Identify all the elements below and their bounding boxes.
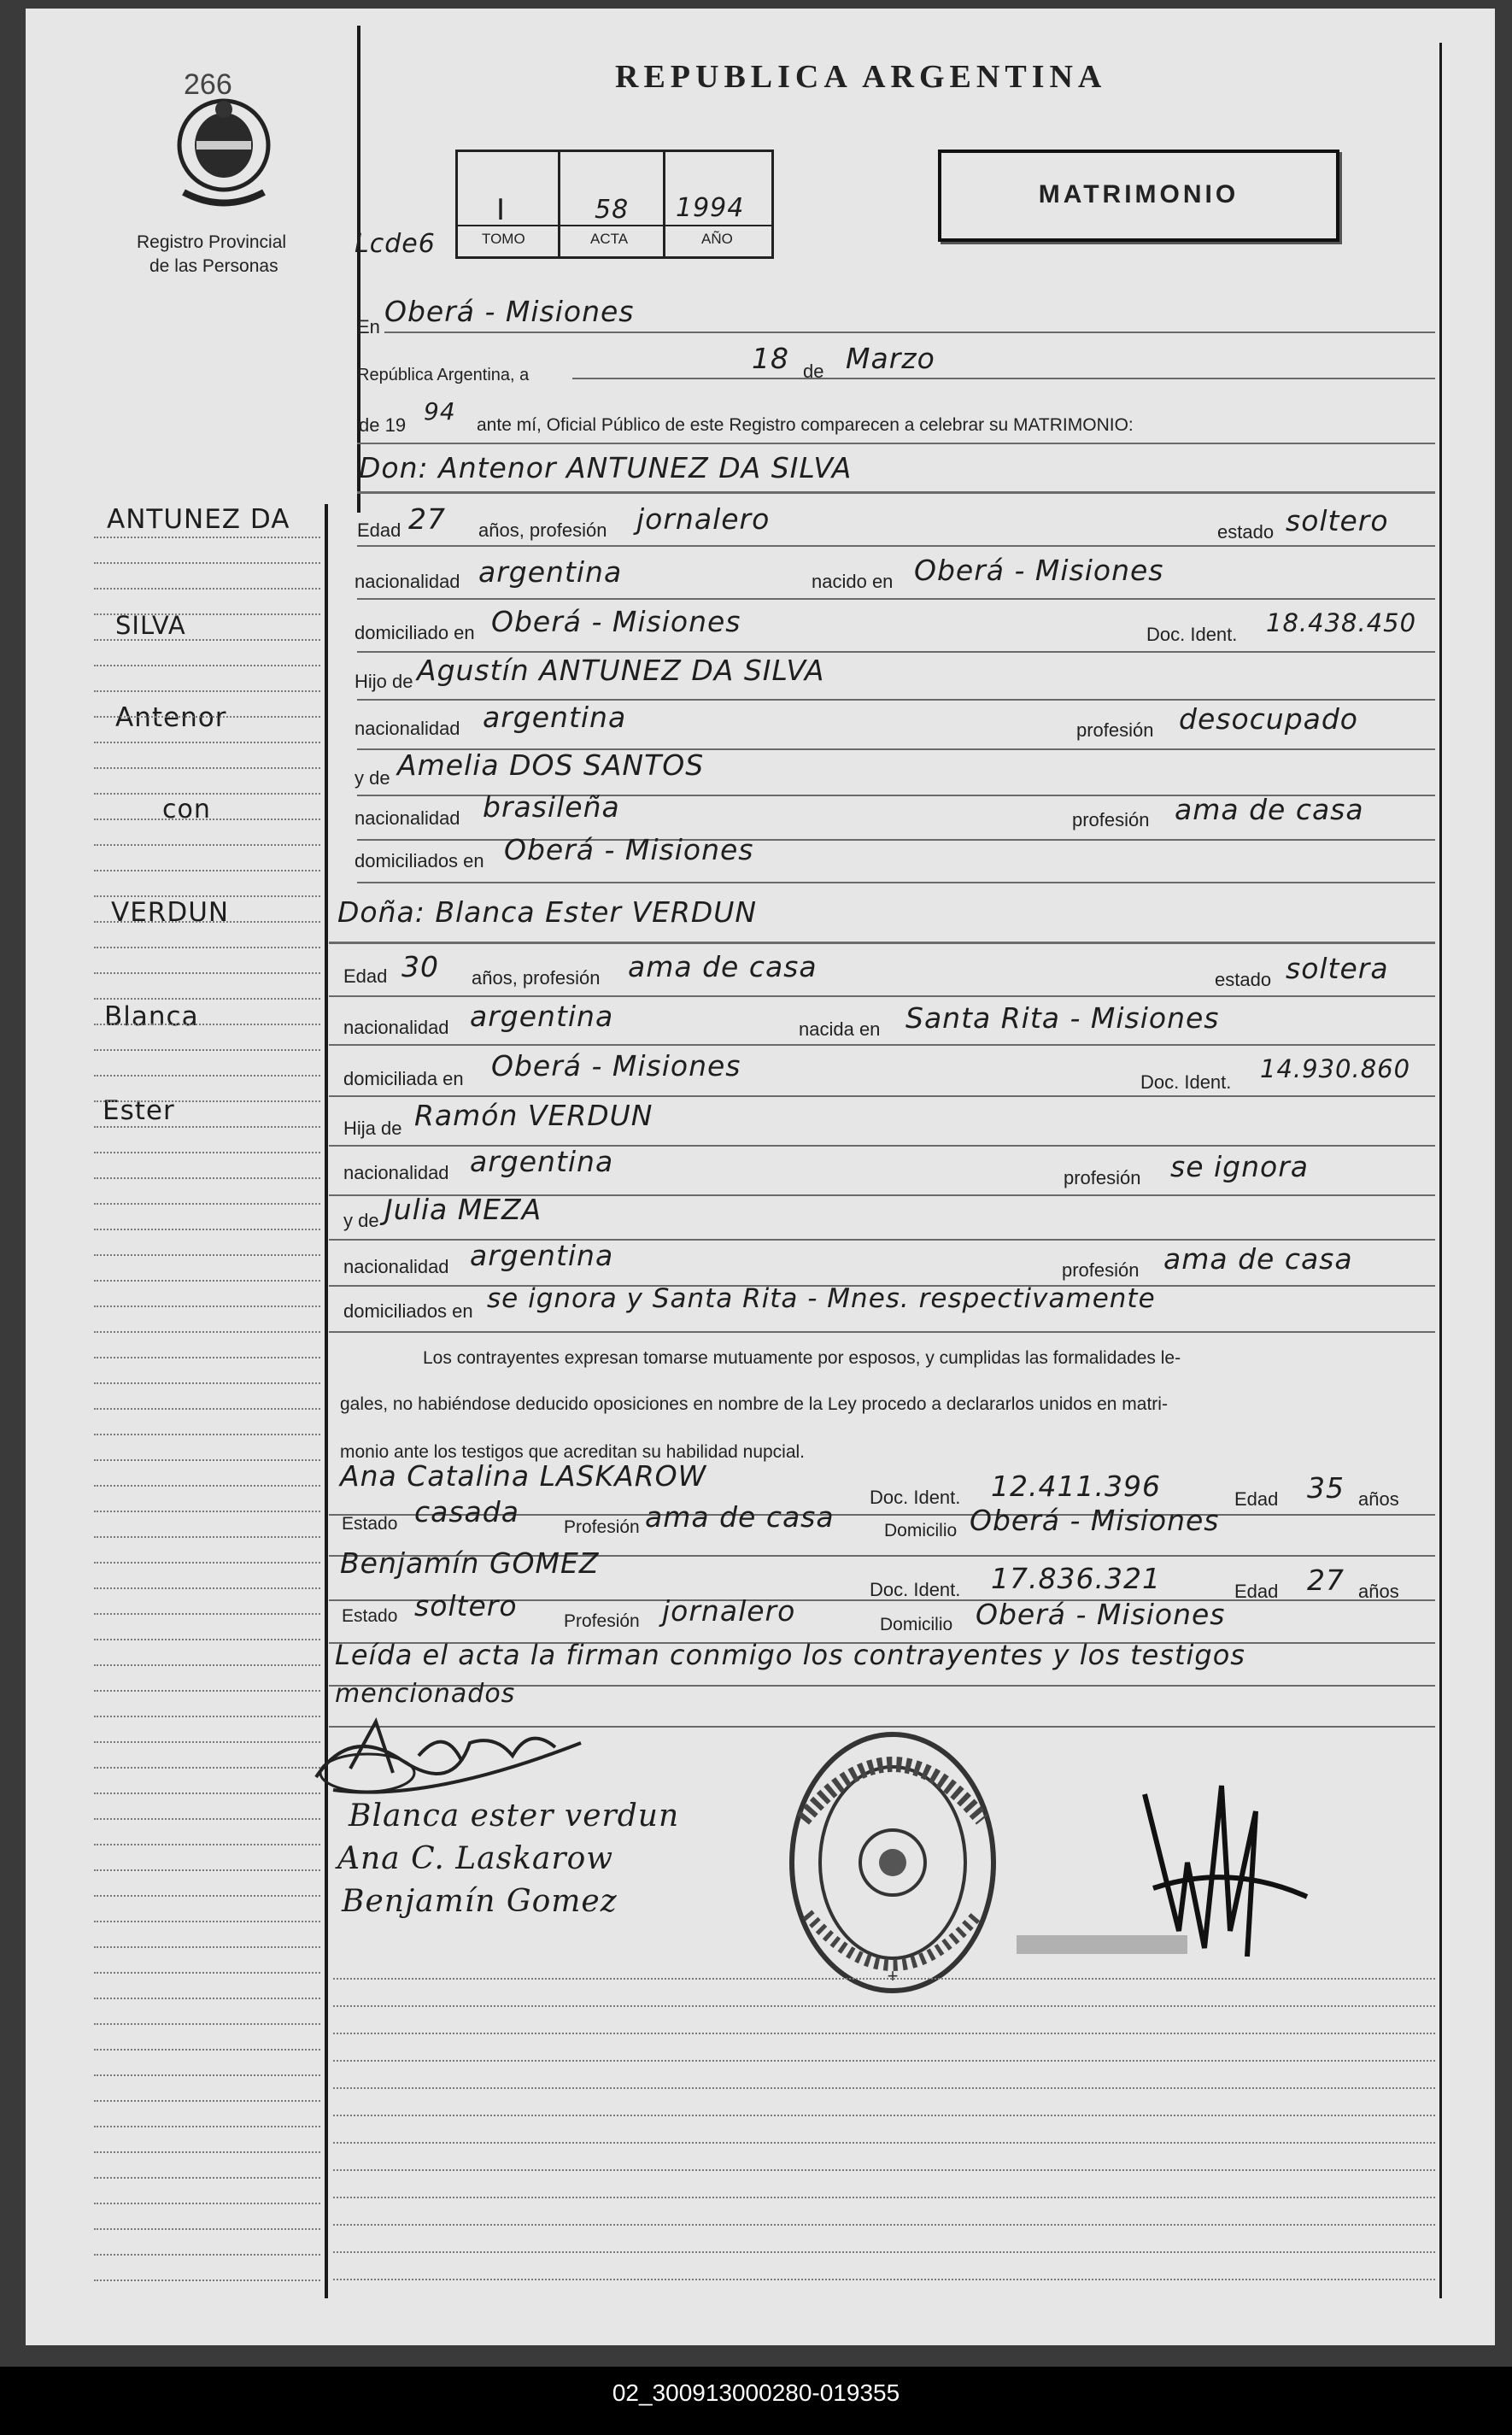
groom-birthplace: Oberá - Misiones <box>914 554 1164 587</box>
margin-rule <box>94 613 320 615</box>
margin-rule <box>94 665 320 666</box>
margin-rule <box>94 1434 320 1435</box>
de-label: de <box>803 361 824 382</box>
groom-doc-number: 18.438.450 <box>1266 608 1417 637</box>
margin-rule <box>94 1946 320 1948</box>
groom-nationality-label: nacionalidad <box>355 571 460 592</box>
lower-rule <box>333 2115 1435 2116</box>
margin-rule <box>94 1306 320 1307</box>
margin-rule <box>94 1844 320 1845</box>
witness1-doc: 12.411.396 <box>991 1470 1161 1503</box>
lower-rule <box>333 2169 1435 2171</box>
witness1-anos-label: años <box>1358 1488 1399 1510</box>
margin-rule <box>94 2254 320 2256</box>
witness2-status-label: Estado <box>342 1606 398 1626</box>
country-title: REPUBLICA ARGENTINA <box>615 59 1107 95</box>
margin-rule <box>94 1100 320 1102</box>
groom-parents-domicile-label: domiciliados en <box>355 850 484 871</box>
groom-mother-label: y de <box>355 767 390 789</box>
official-stamp-blur <box>1017 1935 1187 1954</box>
margin-rule <box>94 1408 320 1410</box>
margin-rule <box>94 1177 320 1179</box>
bride-doc-label: Doc. Ident. <box>1140 1071 1232 1093</box>
document-type: MATRIMONIO <box>1038 180 1239 208</box>
republica-label: República Argentina, a <box>357 366 530 384</box>
groom-mother-profession: ama de casa <box>1175 793 1364 826</box>
bride-parents-domicile: se ignora y Santa Rita - Mnes. respectivamente <box>487 1283 1156 1314</box>
margin-rule <box>94 1921 320 1922</box>
groom-father-profession: desocupado <box>1179 702 1358 736</box>
margin-rule <box>94 1741 320 1743</box>
margin-note-line: con <box>162 795 211 824</box>
witness2-doc-label: Doc. Ident. <box>870 1579 961 1600</box>
lower-rule <box>333 2197 1435 2198</box>
groom-occupation: jornalero <box>636 502 771 536</box>
lower-rule <box>333 2142 1435 2144</box>
witness1-profession-label: Profesión <box>564 1517 640 1537</box>
margin-rule <box>94 819 320 820</box>
lower-rule <box>333 2224 1435 2226</box>
margin-rule <box>94 1485 320 1487</box>
year-prefix: de 19 <box>359 414 407 436</box>
bride-occupation-label: años, profesión <box>472 967 601 989</box>
witness1-status-label: Estado <box>342 1514 398 1534</box>
registry-name-line1: Registro Provincial <box>137 232 287 252</box>
margin-rule <box>94 1126 320 1128</box>
bride-father: Ramón VERDUN <box>414 1099 653 1132</box>
margin-rule <box>94 1613 320 1615</box>
margin-rule <box>94 1024 320 1025</box>
signature-bride: Blanca ester verdun <box>349 1798 680 1834</box>
closing-line-1: Leída el acta la firman conmigo los contrayentes y los testigos <box>335 1639 1245 1671</box>
margin-rule <box>94 1203 320 1205</box>
margin-rule <box>94 2074 320 2076</box>
ceremony-month: Marzo <box>846 342 935 375</box>
groom-mother-profession-label: profesión <box>1072 809 1150 830</box>
book-code: Lcde6 <box>355 229 436 259</box>
margin-rule <box>94 1895 320 1897</box>
lower-rule <box>333 2251 1435 2253</box>
margin-note-line: VERDUN <box>111 897 230 928</box>
margin-rule <box>94 1075 320 1077</box>
ano-label: AÑO <box>701 231 733 247</box>
groom-status: soltero <box>1286 504 1389 537</box>
tomo-value: I <box>496 193 507 227</box>
bride-occupation: ama de casa <box>628 950 818 983</box>
bride-age: 30 <box>401 950 439 983</box>
lower-rule <box>333 2279 1435 2280</box>
margin-rule <box>94 1562 320 1564</box>
margin-rule <box>94 1587 320 1589</box>
groom-doc-label: Doc. Ident. <box>1146 624 1238 645</box>
officer-signature <box>1128 1760 1324 1965</box>
groom-mother-nationality: brasileña <box>483 790 620 824</box>
witness1-profession: ama de casa <box>645 1500 835 1534</box>
lower-rule <box>333 2087 1435 2089</box>
witness1-name: Ana Catalina LASKAROW <box>340 1459 707 1493</box>
document-type-box <box>938 150 1339 242</box>
witness2-domicile-label: Domicilio <box>880 1615 953 1634</box>
margin-divider-lower <box>325 504 328 2298</box>
margin-rule <box>94 1536 320 1538</box>
margin-rule <box>94 870 320 871</box>
witness2-profession: jornalero <box>662 1594 796 1628</box>
ceremony-day: 18 <box>752 342 789 375</box>
bride-father-profession: se ignora <box>1170 1150 1309 1183</box>
margin-rule <box>94 537 320 538</box>
margin-rule <box>94 793 320 795</box>
witness1-age-label: Edad <box>1234 1488 1279 1510</box>
witness2-profession-label: Profesión <box>564 1611 640 1631</box>
groom-nationality: argentina <box>478 555 623 589</box>
margin-note-line: ANTUNEZ DA <box>107 504 290 535</box>
groom-age-label: Edad <box>357 519 401 541</box>
margin-rule <box>94 742 320 743</box>
groom-title: Don: Antenor ANTUNEZ DA SILVA <box>359 451 853 484</box>
acta-label: ACTA <box>590 231 629 247</box>
image-caption: 02_300913000280-019355 <box>0 2367 1512 2435</box>
en-label: En <box>357 316 380 337</box>
margin-rule <box>94 844 320 846</box>
margin-rule <box>94 562 320 564</box>
margin-rule <box>94 1511 320 1512</box>
record-number-box <box>455 150 774 259</box>
margin-rule <box>94 1690 320 1692</box>
groom-mother-nationality-label: nacionalidad <box>355 807 460 829</box>
bride-domicile-label: domiciliada en <box>343 1068 464 1089</box>
registry-seal-stamp <box>777 1726 1008 2008</box>
groom-father-label: Hijo de <box>355 671 413 692</box>
witness2-age: 27 <box>1307 1564 1345 1597</box>
acta-value: 58 <box>595 195 630 225</box>
margin-rule <box>94 1716 320 1717</box>
declaration-line-2: gales, no habiéndose deducido oposiciones en nombre de la Ley procedo a declararlos unidos en matri- <box>340 1394 1168 1414</box>
margin-rule <box>94 1049 320 1051</box>
bride-title: Doña: Blanca Ester VERDUN <box>337 895 758 929</box>
groom-age: 27 <box>408 502 446 536</box>
margin-rule <box>94 1254 320 1256</box>
groom-father-profession-label: profesión <box>1076 719 1154 741</box>
witness2-age-label: Edad <box>1234 1581 1279 1602</box>
ano-value: 1994 <box>676 193 745 223</box>
bride-birthplace: Santa Rita - Misiones <box>905 1001 1220 1035</box>
margin-rule <box>94 2049 320 2051</box>
bride-nationality: argentina <box>470 1000 614 1033</box>
margin-rule <box>94 1767 320 1769</box>
bride-nationality-label: nacionalidad <box>343 1017 449 1038</box>
lower-rule <box>333 2005 1435 2007</box>
margin-rule <box>94 2023 320 2025</box>
margin-rule <box>94 895 320 897</box>
bride-domicile: Oberá - Misiones <box>491 1049 741 1083</box>
signature-witness2: Benjamín Gomez <box>342 1884 618 1919</box>
bride-father-profession-label: profesión <box>1064 1167 1141 1188</box>
bride-mother-nationality-label: nacionalidad <box>343 1256 449 1277</box>
witness1-domicile-label: Domicilio <box>884 1521 958 1540</box>
margin-rule <box>94 1152 320 1153</box>
bride-birthplace-label: nacida en <box>799 1018 881 1040</box>
registry-name-line2: de las Personas <box>149 256 278 276</box>
closing-line-2: mencionados <box>335 1679 516 1709</box>
declaration-line-1: Los contrayentes expresan tomarse mutuamente por esposos, y cumplidas las formalidades le- <box>423 1348 1181 1368</box>
margin-note-line: Blanca <box>104 1001 199 1032</box>
groom-domicile: Oberá - Misiones <box>491 605 741 638</box>
witness2-doc: 17.836.321 <box>991 1562 1161 1595</box>
margin-rule <box>94 588 320 590</box>
margin-rule <box>94 1229 320 1230</box>
bride-mother-profession: ama de casa <box>1163 1242 1353 1276</box>
groom-domicile-label: domiciliado en <box>355 622 475 643</box>
ceremony-place: Oberá - Misiones <box>384 295 635 328</box>
witness1-age: 35 <box>1307 1471 1345 1505</box>
witness2-anos-label: años <box>1358 1581 1399 1602</box>
bride-father-label: Hija de <box>343 1118 402 1139</box>
witness2-name: Benjamín GOMEZ <box>340 1546 600 1580</box>
margin-note-line: Antenor <box>115 702 227 733</box>
margin-rule <box>94 2100 320 2102</box>
bride-status-label: estado <box>1215 969 1272 990</box>
right-border <box>1439 43 1442 2298</box>
margin-rule <box>94 998 320 1000</box>
bride-doc-number: 14.930.860 <box>1260 1054 1411 1083</box>
margin-rule <box>94 639 320 641</box>
groom-status-label: estado <box>1217 521 1275 543</box>
margin-rule <box>94 2151 320 2153</box>
groom-parents-domicile: Oberá - Misiones <box>504 833 754 866</box>
bride-age-label: Edad <box>343 965 388 987</box>
witness1-domicile: Oberá - Misiones <box>970 1504 1220 1537</box>
margin-rule <box>94 1639 320 1640</box>
witness2-domicile: Oberá - Misiones <box>976 1598 1226 1631</box>
bride-father-nationality-label: nacionalidad <box>343 1162 449 1183</box>
margin-rule <box>94 1331 320 1333</box>
groom-father-nationality: argentina <box>483 701 627 734</box>
bride-mother-nationality: argentina <box>470 1239 614 1272</box>
margin-rule <box>94 767 320 769</box>
margin-rule <box>94 947 320 948</box>
groom-mother: Amelia DOS SANTOS <box>397 748 705 782</box>
signature-witness1: Ana C. Laskarow <box>337 1841 614 1876</box>
lower-rule <box>333 1978 1435 1980</box>
bride-father-nationality: argentina <box>470 1145 614 1178</box>
bride-parents-domicile-label: domiciliados en <box>343 1300 473 1322</box>
margin-rule <box>94 1280 320 1282</box>
margin-rule <box>94 2177 320 2179</box>
svg-text:+: + <box>887 1965 899 1986</box>
groom-father: Agustín ANTUNEZ DA SILVA <box>417 654 825 687</box>
margin-rule <box>94 1972 320 1974</box>
bride-mother: Julia MEZA <box>384 1193 542 1226</box>
margin-rule <box>94 690 320 692</box>
margin-rule <box>94 1357 320 1358</box>
declaration-line-3: monio ante los testigos que acreditan su habilidad nupcial. <box>340 1442 806 1462</box>
tomo-label: TOMO <box>482 231 525 247</box>
bride-mother-label: y de <box>343 1210 379 1231</box>
margin-rule <box>94 1793 320 1794</box>
margin-rule <box>94 1818 320 1820</box>
witness2-status: soltero <box>414 1589 518 1622</box>
groom-occupation-label: años, profesión <box>478 519 607 541</box>
year-suffix: 94 <box>424 397 456 425</box>
certificate-page <box>26 9 1495 2345</box>
witness1-status: casada <box>414 1495 519 1528</box>
margin-rule <box>94 972 320 974</box>
lower-rule <box>333 2060 1435 2062</box>
margin-rule <box>94 2228 320 2230</box>
bride-status: soltera <box>1286 952 1389 985</box>
margin-rule <box>94 2280 320 2281</box>
margin-rule <box>94 1869 320 1871</box>
margin-rule <box>94 716 320 718</box>
witness1-doc-label: Doc. Ident. <box>870 1487 961 1508</box>
groom-father-nationality-label: nacionalidad <box>355 718 460 739</box>
margin-rule <box>94 1459 320 1461</box>
margin-rule <box>94 921 320 923</box>
lower-rule <box>333 2033 1435 2034</box>
margin-rule <box>94 1382 320 1384</box>
margin-note-line: SILVA <box>115 611 186 640</box>
margin-divider-upper <box>357 26 360 513</box>
intro-statement: ante mí, Oficial Público de este Registro comparecen a celebrar su MATRIMONIO: <box>477 415 1134 435</box>
margin-rule <box>94 2126 320 2127</box>
groom-birthplace-label: nacido en <box>812 571 894 592</box>
margin-rule <box>94 1664 320 1666</box>
bride-mother-profession-label: profesión <box>1062 1259 1140 1281</box>
folio-number: 266 <box>184 68 232 101</box>
margin-rule <box>94 1998 320 1999</box>
coat-of-arms-icon <box>175 94 273 214</box>
margin-rule <box>94 2203 320 2204</box>
margin-note-line: Ester <box>103 1095 175 1126</box>
